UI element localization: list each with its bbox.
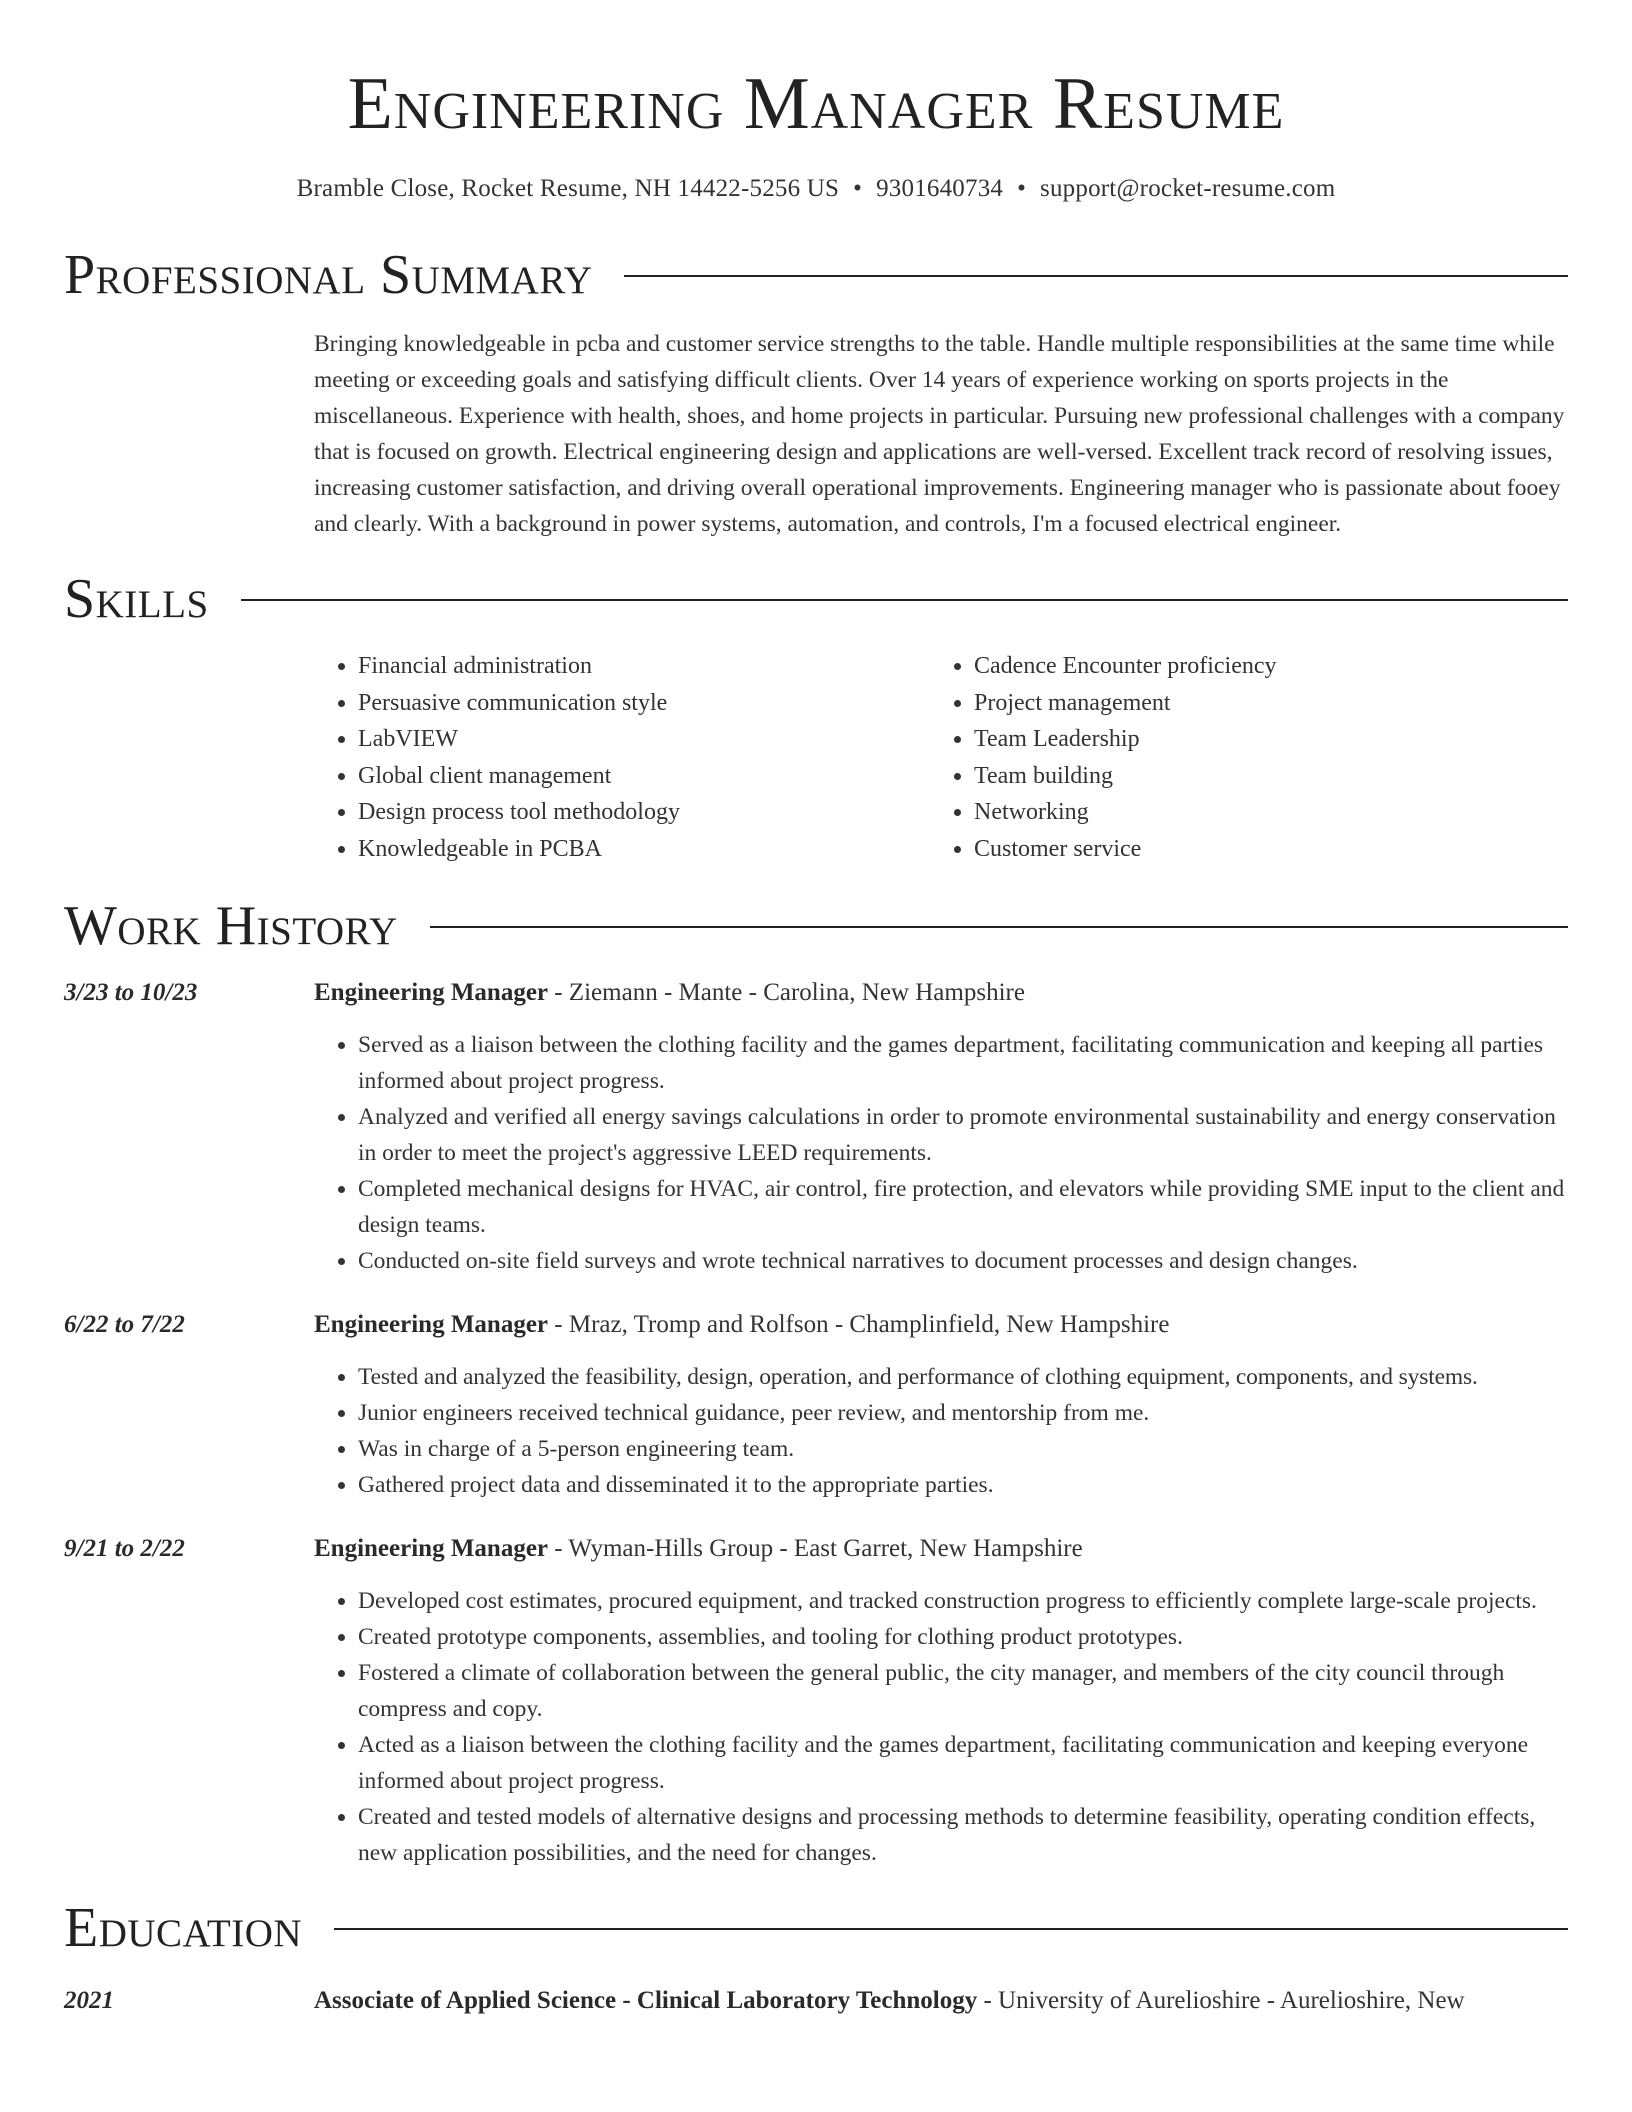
contact-address: Bramble Close, Rocket Resume, NH 14422-5256 US xyxy=(296,175,840,202)
job-content xyxy=(314,975,1568,1279)
summary-section-header xyxy=(64,244,1568,306)
job-bullet: • Junior engineers received technical guidance, peer review, and mentorship from me. xyxy=(358,1395,1568,1431)
job-header xyxy=(314,975,1568,1011)
summary-text: Bringing knowledgeable in pcba and customer service strengths to the table. Handle multiple responsibilities at the same time while meeting or exceeding goals and satisfying difficult clients. Over 14 years of experience working on sports projects in the miscellaneous. Experience with health, shoes, and home projects in particular. Pursuing new professional challenges with a company that is focused on growth. Electrical engineering design and applications are well-versed. Excellent track record of resolving issues, increasing customer satisfaction, and driving overall operational improvements. Engineering manager who is passionate about fooey and clearly. With a background in power systems, automation, and controls, I'm a focused electrical engineer. xyxy=(314,331,1565,537)
skills-heading: Skills xyxy=(64,568,209,630)
job-bullet: • Served as a liaison between the clothing facility and the games department, facilitating communication and keeping all parties informed about project progress. xyxy=(358,1027,1568,1099)
education-degree: Associate of Applied Science - Clinical Laboratory Technology xyxy=(314,1987,978,2014)
job-bullets xyxy=(314,1027,1568,1279)
job-bullet: • Developed cost estimates, procured equipment, and tracked construction progress to efficiently complete large-scale projects. xyxy=(358,1583,1568,1619)
skill-item: • Design process tool methodology xyxy=(358,794,930,831)
skill-item: • Networking xyxy=(974,794,1546,831)
job-bullet: • Completed mechanical designs for HVAC, air control, fire protection, and elevators while providing SME input to the client and design teams. xyxy=(358,1171,1568,1243)
job-employer: - Wyman-Hills Group - East Garret, New Hampshire xyxy=(548,1535,1083,1562)
job-bullet: • Created and tested models of alternative designs and processing methods to determine feasibility, operating condition effects, new application possibilities, and the need for changes. xyxy=(358,1799,1568,1871)
skills-list xyxy=(314,648,1568,867)
skills-column-right xyxy=(930,648,1546,867)
job-bullets xyxy=(314,1583,1568,1871)
job-dates: 9/21 to 2/22 xyxy=(64,1535,185,1562)
job-bullet: • Created prototype components, assemblies, and tooling for clothing product prototypes. xyxy=(358,1619,1568,1655)
skill-item: • Team building xyxy=(974,758,1546,795)
job-bullet: • Fostered a climate of collaboration between the general public, the city manager, and members of the city council through compress and copy. xyxy=(358,1655,1568,1727)
contact-separator: • xyxy=(853,175,863,202)
job-bullet: • Acted as a liaison between the clothing facility and the games department, facilitating communication and keeping everyone informed about project progress. xyxy=(358,1727,1568,1799)
skill-item: • Financial administration xyxy=(358,648,930,685)
job-dates: 6/22 to 7/22 xyxy=(64,1311,185,1338)
education-date: 2021 xyxy=(64,1987,114,2014)
section-divider xyxy=(430,926,1568,928)
contact-separator: • xyxy=(1017,175,1027,202)
job-content xyxy=(314,1307,1568,1503)
skill-item: • Customer service xyxy=(974,831,1546,868)
education-content xyxy=(314,1983,1465,2019)
skill-item: • Project management xyxy=(974,685,1546,722)
job-bullets xyxy=(314,1359,1568,1503)
skill-item: • LabVIEW xyxy=(358,721,930,758)
skill-item: • Global client management xyxy=(358,758,930,795)
job-bullet: • Analyzed and verified all energy savings calculations in order to promote environmental sustainability and energy conservation in order to meet the project's aggressive LEED requirements. xyxy=(358,1099,1568,1171)
education-section-header xyxy=(64,1897,1568,1959)
job-employer: - Ziemann - Mante - Carolina, New Hampshire xyxy=(548,979,1025,1006)
job-dates: 3/23 to 10/23 xyxy=(64,979,198,1006)
skills-column-left xyxy=(314,648,930,867)
education-school: - University of Aurelioshire - Aurelioshire, New xyxy=(977,1987,1465,2014)
job-bullet: • Was in charge of a 5-person engineering team. xyxy=(358,1431,1568,1467)
contact-phone: 9301640734 xyxy=(876,175,1004,202)
job-header xyxy=(314,1531,1568,1567)
job-entry xyxy=(64,1531,1568,1871)
job-entry xyxy=(64,975,1568,1279)
section-divider xyxy=(241,599,1568,601)
education-entry xyxy=(64,1983,1568,2019)
contact-email[interactable]: support@rocket-resume.com xyxy=(1040,175,1336,202)
job-bullet: • Tested and analyzed the feasibility, design, operation, and performance of clothing equipment, components, and systems. xyxy=(358,1359,1568,1395)
job-role: Engineering Manager xyxy=(314,1311,549,1338)
skill-item: • Knowledgeable in PCBA xyxy=(358,831,930,868)
job-role: Engineering Manager xyxy=(314,1535,549,1562)
job-entry xyxy=(64,1307,1568,1503)
summary-heading: Professional Summary xyxy=(64,244,593,306)
work-heading: Work History xyxy=(64,895,398,957)
job-content xyxy=(314,1531,1568,1871)
skills-section-header xyxy=(64,568,1568,630)
page-title: Engineering Manager Resume xyxy=(347,63,1285,145)
skill-item: • Persuasive communication style xyxy=(358,685,930,722)
job-employer: - Mraz, Tromp and Rolfson - Champlinfield, New Hampshire xyxy=(548,1311,1170,1338)
skill-item: • Team Leadership xyxy=(974,721,1546,758)
work-section-header xyxy=(64,895,1568,957)
job-bullet: • Conducted on-site field surveys and wrote technical narratives to document processes and design changes. xyxy=(358,1243,1568,1279)
job-header xyxy=(314,1307,1568,1343)
job-bullet: • Gathered project data and disseminated it to the appropriate parties. xyxy=(358,1467,1568,1503)
section-divider xyxy=(624,275,1568,277)
section-divider xyxy=(334,1928,1568,1930)
job-role: Engineering Manager xyxy=(314,979,549,1006)
education-heading: Education xyxy=(64,1897,303,1959)
skill-item: • Cadence Encounter proficiency xyxy=(974,648,1546,685)
contact-line xyxy=(64,174,1568,204)
